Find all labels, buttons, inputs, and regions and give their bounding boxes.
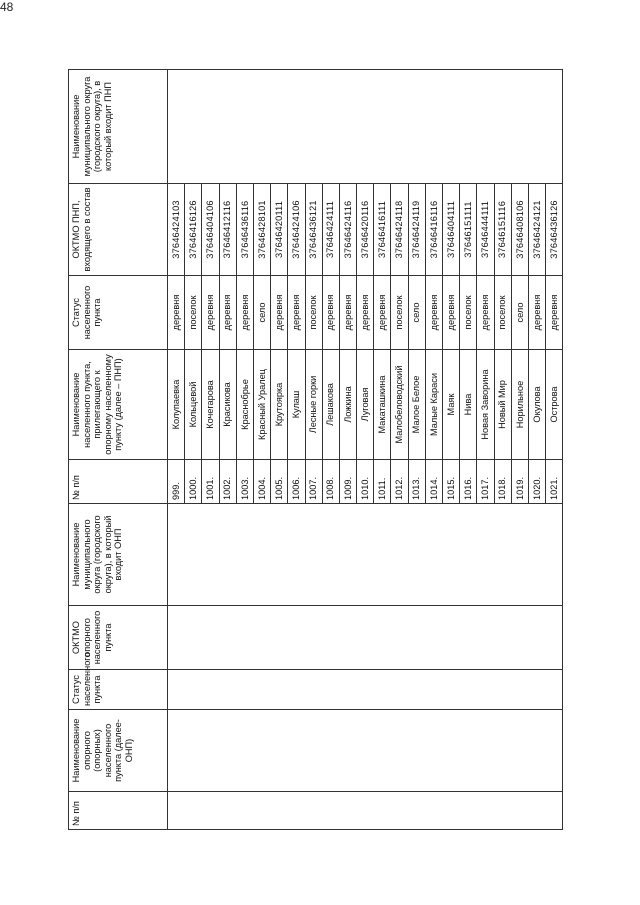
pnp-num-cell: 1002. [219, 460, 236, 504]
pnp-district-cell [168, 70, 563, 184]
pnp-num-cell: 1010. [357, 460, 374, 504]
pnp-name-cell: Нива [460, 350, 477, 460]
onp-name-cell [168, 710, 563, 792]
pnp-oktmo-cell: 37646436121 [305, 184, 322, 276]
pnp-name-cell: Ложкина [339, 350, 356, 460]
pnp-name-cell: Кулаш [288, 350, 305, 460]
pnp-name-cell: Малые Караси [425, 350, 442, 460]
pnp-name-cell: Колупаевка [168, 350, 185, 460]
pnp-oktmo-cell: 37646424106 [288, 184, 305, 276]
pnp-name-cell: Краснобрье [236, 350, 253, 460]
pnp-status-cell: поселок [185, 276, 202, 350]
pnp-oktmo-cell: 37646444111 [477, 184, 494, 276]
header-pnp-name: Наименование населенного пункта, прилегающего к опорному населенному пункту (далее – ПНП) [69, 350, 168, 460]
pnp-name-cell: Кочегарова [202, 350, 219, 460]
pnp-name-cell: Красный Уралец [253, 350, 270, 460]
pnp-oktmo-cell: 37646424121 [528, 184, 545, 276]
header-pnp-status: Статус населенного пункта [69, 276, 168, 350]
pnp-status-cell: деревня [168, 276, 185, 350]
header-onp-num: № п/п [69, 792, 168, 830]
pnp-oktmo-cell: 37646420111 [271, 184, 288, 276]
pnp-num-cell: 1000. [185, 460, 202, 504]
pnp-status-cell: село [408, 276, 425, 350]
pnp-status-cell: деревня [202, 276, 219, 350]
pnp-name-cell: Макаташкина [374, 350, 391, 460]
page-number: 48 [0, 0, 14, 14]
pnp-num-cell: 1008. [322, 460, 339, 504]
pnp-oktmo-cell: 37646404106 [202, 184, 219, 276]
pnp-oktmo-cell: 37646416116 [425, 184, 442, 276]
header-pnp-district: Наименование муниципального округа (городского округа), в который входит ПНП [69, 70, 168, 184]
header-pnp-num: № п/п [69, 460, 168, 504]
pnp-num-cell: 1016. [460, 460, 477, 504]
pnp-num-cell: 1013. [408, 460, 425, 504]
pnp-status-cell: деревня [271, 276, 288, 350]
table-header-row [69, 70, 168, 830]
onp-oktmo-cell [168, 606, 563, 670]
pnp-status-cell: поселок [305, 276, 322, 350]
pnp-oktmo-cell: 37646424103 [168, 184, 185, 276]
pnp-oktmo-cell: 37646420116 [357, 184, 374, 276]
pnp-oktmo-cell: 37646428101 [253, 184, 270, 276]
pnp-name-cell: Острова [546, 350, 563, 460]
pnp-name-cell: Малое Белое [408, 350, 425, 460]
pnp-oktmo-cell: 37646151111 [460, 184, 477, 276]
pnp-oktmo-cell: 37646412116 [219, 184, 236, 276]
pnp-num-cell: 1001. [202, 460, 219, 504]
pnp-status-cell: деревня [339, 276, 356, 350]
pnp-name-cell: Маяк [443, 350, 460, 460]
pnp-name-cell: Луговая [357, 350, 374, 460]
pnp-oktmo-cell: 37646408106 [511, 184, 528, 276]
pnp-name-cell: Окулова [528, 350, 545, 460]
pnp-num-cell: 1009. [339, 460, 356, 504]
pnp-oktmo-cell: 37646424119 [408, 184, 425, 276]
pnp-status-cell: деревня [546, 276, 563, 350]
pnp-name-cell: Новая Заворина [477, 350, 494, 460]
pnp-status-cell: поселок [460, 276, 477, 350]
pnp-oktmo-cell: 37646424116 [339, 184, 356, 276]
pnp-num-cell: 1015. [443, 460, 460, 504]
pnp-num-cell: 1004. [253, 460, 270, 504]
pnp-status-cell: деревня [219, 276, 236, 350]
pnp-oktmo-cell: 37646436126 [546, 184, 563, 276]
pnp-name-cell: Красикова [219, 350, 236, 460]
onp-num-cell [168, 792, 563, 830]
pnp-status-cell: деревня [236, 276, 253, 350]
pnp-status-cell: деревня [357, 276, 374, 350]
header-pnp-oktmo: ОКТМО ПНП, входящего в состав [69, 184, 168, 276]
pnp-status-cell: деревня [322, 276, 339, 350]
pnp-num-cell: 1019. [511, 460, 528, 504]
pnp-num-cell: 1014. [425, 460, 442, 504]
pnp-oktmo-cell: 37646436116 [236, 184, 253, 276]
onp-status-cell [168, 670, 563, 710]
pnp-num-cell: 999. [168, 460, 185, 504]
pnp-num-cell: 1018. [494, 460, 511, 504]
pnp-name-cell: Лешакова [322, 350, 339, 460]
pnp-status-cell: деревня [374, 276, 391, 350]
pnp-oktmo-cell: 37646424118 [391, 184, 408, 276]
pnp-num-cell: 1020. [528, 460, 545, 504]
pnp-num-cell: 1011. [374, 460, 391, 504]
pnp-num-cell: 1021. [546, 460, 563, 504]
pnp-status-cell: село [511, 276, 528, 350]
header-onp-oktmo: ОКТМО опорного населенного пункта [69, 606, 168, 670]
pnp-name-cell: Крутоярка [271, 350, 288, 460]
table-row [168, 70, 185, 830]
pnp-status-cell: поселок [391, 276, 408, 350]
pnp-oktmo-cell: 37646416126 [185, 184, 202, 276]
pnp-num-cell: 1012. [391, 460, 408, 504]
pnp-status-cell: деревня [288, 276, 305, 350]
pnp-num-cell: 1007. [305, 460, 322, 504]
pnp-name-cell: Норильное [511, 350, 528, 460]
pnp-num-cell: 1005. [271, 460, 288, 504]
pnp-name-cell: Лесные горки [305, 350, 322, 460]
pnp-num-cell: 1003. [236, 460, 253, 504]
pnp-status-cell: деревня [528, 276, 545, 350]
pnp-status-cell: деревня [443, 276, 460, 350]
pnp-status-cell: поселок [494, 276, 511, 350]
pnp-status-cell: деревня [425, 276, 442, 350]
settlements-table [68, 69, 563, 830]
rotated-table-sheet [68, 70, 588, 830]
pnp-oktmo-cell: 37646424111 [322, 184, 339, 276]
pnp-oktmo-cell: 37646151116 [494, 184, 511, 276]
pnp-status-cell: село [253, 276, 270, 350]
pnp-name-cell: Новый Мир [494, 350, 511, 460]
pnp-status-cell: деревня [477, 276, 494, 350]
pnp-name-cell: Кольцевой [185, 350, 202, 460]
pnp-num-cell: 1017. [477, 460, 494, 504]
header-onp-district: Наименование муниципального округа (городского округа), в который входит ОНП [69, 504, 168, 606]
pnp-oktmo-cell: 37646404111 [443, 184, 460, 276]
pnp-num-cell: 1006. [288, 460, 305, 504]
pnp-name-cell: Малобеловодский [391, 350, 408, 460]
onp-district-cell [168, 504, 563, 606]
header-onp-name: Наименование опорного (опорных) населенного пункта (далее-ОНП) [69, 710, 168, 792]
pnp-oktmo-cell: 37646416111 [374, 184, 391, 276]
header-onp-status: Статус населенного пункта [69, 670, 168, 710]
